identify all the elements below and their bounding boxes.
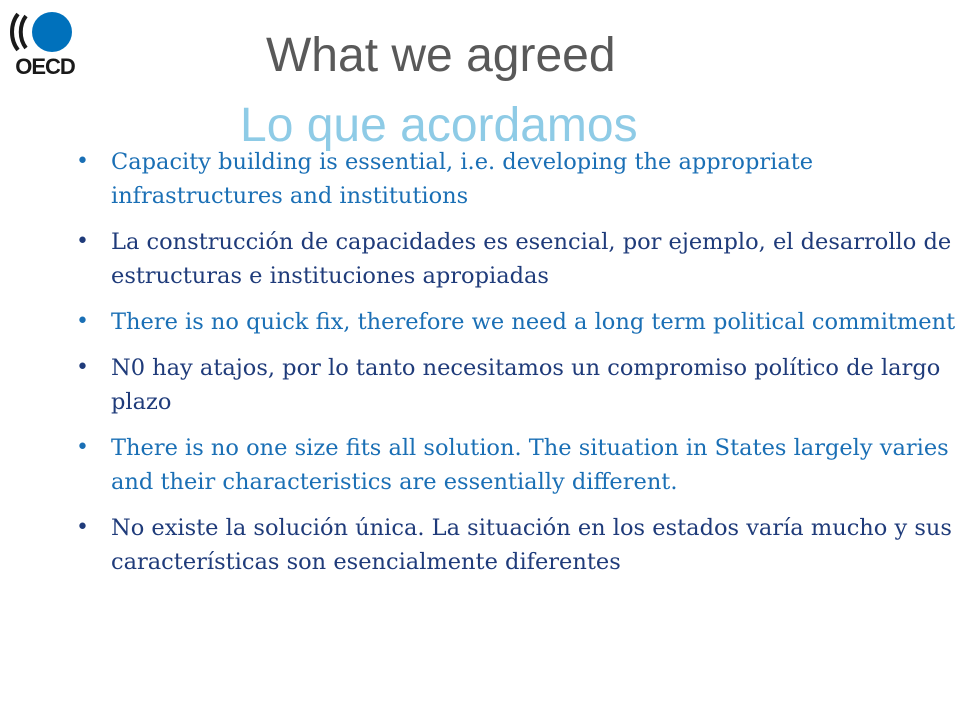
bullet-item: • La construcción de capacidades es esencial, por ejemplo, el desarrollo de estructuras e instituciones apropiadas — [76, 225, 956, 293]
bullet-item: • Capacity building is essential, i.e. developing the appropriate infrastructures and institutions — [76, 145, 956, 213]
slide-title-english: What we agreed — [266, 29, 616, 82]
oecd-logo — [8, 10, 80, 80]
bullet-item: • There is no quick fix, therefore we need a long term political commitment — [76, 305, 956, 339]
oecd-logo-text: OECD — [15, 54, 75, 79]
slide-title-spanish: Lo que acordamos — [240, 99, 638, 152]
oecd-logo-icon — [8, 10, 80, 56]
bullet-item: • There is no one size fits all solution. The situation in States largely varies and their characteristics are essentially different. — [76, 431, 956, 499]
bullet-item: • N0 hay atajos, por lo tanto necesitamos un compromiso político de largo plazo — [76, 351, 956, 419]
bullet-list — [76, 145, 956, 591]
bullet-item: • No existe la solución única. La situación en los estados varía mucho y sus características son esencialmente diferentes — [76, 511, 956, 579]
